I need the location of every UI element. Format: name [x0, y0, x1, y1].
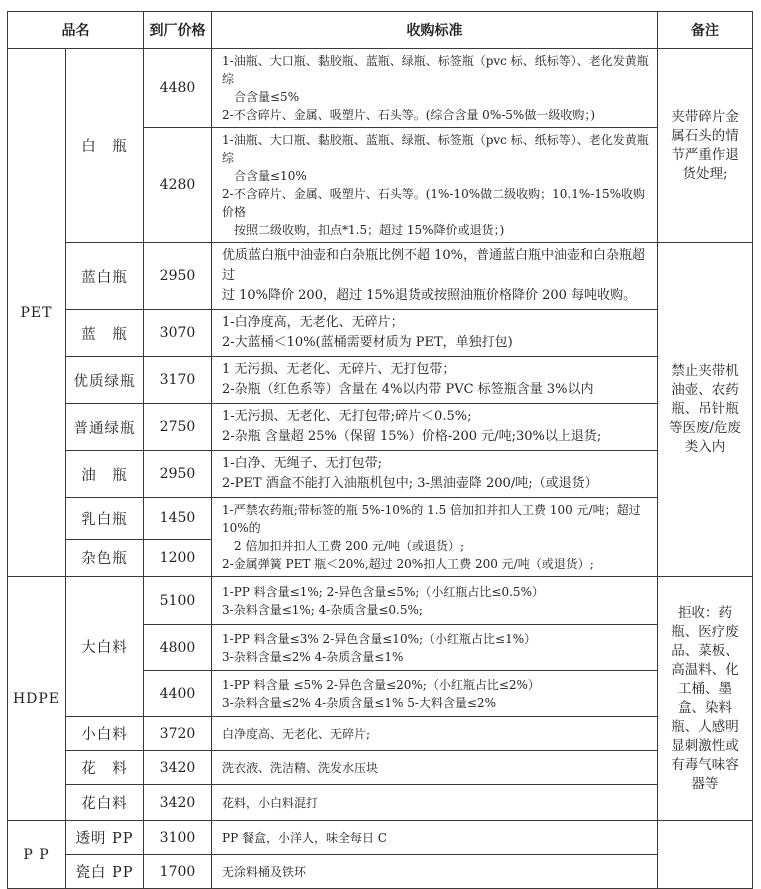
price-cell: 4480 [144, 49, 212, 128]
category-pet: PET [8, 49, 66, 577]
table-row [8, 49, 753, 128]
remark-pp [658, 821, 753, 889]
price-cell: 4800 [144, 625, 212, 671]
standard-cell: 1-PP 料含量 ≤5% 2-异色含量≤20%;（小红瓶占比≤2%） 3-杂料含量≤2% 4-杂质含量≤1% 5-大料含量≤2% [212, 671, 658, 717]
price-cell: 1450 [144, 498, 212, 540]
header-row [8, 12, 753, 49]
table-row [8, 357, 753, 404]
product-name: 花 料 [66, 751, 144, 785]
price-cell: 1700 [144, 855, 212, 889]
product-name: 油 瓶 [66, 451, 144, 498]
standard-cell: 白净度高、无老化、无碎片; [212, 717, 658, 751]
standard-cell: 1-白净度高，无老化、无碎片； 2-大蓝桶＜10%(蓝桶需要材质为 PET，单独打包) [212, 310, 658, 357]
recycling-price-table [7, 11, 753, 889]
table-row [8, 717, 753, 751]
table-row [8, 451, 753, 498]
product-name: 蓝白瓶 [66, 243, 144, 310]
standard-cell: 无涂料桶及铁环 [212, 855, 658, 889]
table-row [8, 577, 753, 625]
category-hdpe: HDPE [8, 577, 66, 821]
table-row [8, 785, 753, 821]
price-cell: 3720 [144, 717, 212, 751]
standard-cell: 1-白净、无绳子、无打包带; 2-PET 酒盒不能打入油瓶机包中; 3-黑油壶降 200/吨;（或退货） [212, 451, 658, 498]
remark-pet-mid: 禁止夹带机油壶、农药瓶、吊针瓶等医废/危废类入内 [658, 243, 753, 577]
standard-cell: 1-油瓶、大口瓶、黏胶瓶、蓝瓶、绿瓶、标签瓶（pvc 标、纸标等）、老化发黄瓶综 合含量≤10% 2-不含碎片、金属、吸塑片、石头等。(1%-10%做二级收购；10.1%-15%收购价格 按照二级收购，扣点*1.5；超过 15%降价或退货；) [212, 128, 658, 243]
remark-pet-top: 夹带碎片金属石头的情节严重作退货处理; [658, 49, 753, 243]
standard-cell: 1-PP 料含量≤1%; 2-异色含量≤5%;（小红瓶占比≤0.5%） 3-杂料含量≤1%; 4-杂质含量≤0.5%; [212, 577, 658, 625]
standard-cell: 1-PP 料含量≤3% 2-异色含量≤10%;（小红瓶占比≤1%） 3-杂料含量≤2% 4-杂质含量≤1% [212, 625, 658, 671]
table-row [8, 498, 753, 540]
remark-hdpe: 拒收：药瓶、医疗废品、菜板、高温料、化工桶、墨盒、染料瓶、人感明显刺激性或有毒气味容器等 [658, 577, 753, 821]
table-row [8, 404, 753, 451]
price-cell: 2950 [144, 451, 212, 498]
price-cell: 1200 [144, 539, 212, 576]
standard-cell: 花料，小白料混打 [212, 785, 658, 821]
price-cell: 2950 [144, 243, 212, 310]
price-cell: 3170 [144, 357, 212, 404]
standard-cell: 优质蓝白瓶中油壶和白杂瓶比例不超 10%，普通蓝白瓶中油壶和白杂瓶超过 过 10%降价 200，超过 15%退货或按照油瓶价格降价 200 每吨收购。 [212, 243, 658, 310]
price-cell: 4400 [144, 671, 212, 717]
price-cell: 4280 [144, 128, 212, 243]
price-cell: 3070 [144, 310, 212, 357]
price-table-container [7, 11, 752, 889]
header-name: 品名 [8, 12, 144, 49]
product-bai-ping: 白 瓶 [66, 49, 144, 243]
table-row [8, 855, 753, 889]
header-remark: 备注 [658, 12, 753, 49]
product-name: 花白料 [66, 785, 144, 821]
product-name: 杂色瓶 [66, 539, 144, 576]
standard-cell: 洗衣液、洗洁精、洗发水压块 [212, 751, 658, 785]
product-da-bai: 大白料 [66, 577, 144, 717]
standard-cell: 1-油瓶、大口瓶、黏胶瓶、蓝瓶、绿瓶、标签瓶（pvc 标、纸标等）、老化发黄瓶综 合含量≤5% 2-不含碎片、金属、吸塑片、石头等。(综合含量 0%-5%做一级收购；) [212, 49, 658, 128]
product-name: 蓝 瓶 [66, 310, 144, 357]
standard-cell: 1 无污损、无老化、无碎片、无打包带； 2-杂瓶（红色系等）含量在 4%以内带 PVC 标签瓶含量 3%以内 [212, 357, 658, 404]
product-name: 瓷白 PP [66, 855, 144, 889]
product-name: 透明 PP [66, 821, 144, 855]
table-row [8, 821, 753, 855]
product-name: 普通绿瓶 [66, 404, 144, 451]
header-standard: 收购标准 [212, 12, 658, 49]
product-name: 乳白瓶 [66, 498, 144, 540]
price-cell: 3420 [144, 785, 212, 821]
standard-cell: 1-无污损、无老化、无打包带;碎片＜0.5%; 2-杂瓶 含量超 25%（保留 15%）价格-200 元/吨;30%以上退货; [212, 404, 658, 451]
table-row [8, 751, 753, 785]
standard-cell: 1-严禁农药瓶;带标签的瓶 5%-10%的 1.5 倍加扣并扣人工费 100 元/吨；超过 10%的 2 倍加扣并扣人工费 200 元/吨（或退货）; 2-金属弹簧 PET 瓶＜20%,超过 20%扣人工费 200 元/吨（或退货）; [212, 498, 658, 577]
price-cell: 2750 [144, 404, 212, 451]
table-row [8, 243, 753, 310]
table-row [8, 310, 753, 357]
standard-cell: PP 餐盒，小洋人，味全每日 C [212, 821, 658, 855]
product-name: 小白料 [66, 717, 144, 751]
header-price: 到厂价格 [144, 12, 212, 49]
price-cell: 5100 [144, 577, 212, 625]
price-cell: 3420 [144, 751, 212, 785]
price-cell: 3100 [144, 821, 212, 855]
category-pp: P P [8, 821, 66, 889]
product-name: 优质绿瓶 [66, 357, 144, 404]
